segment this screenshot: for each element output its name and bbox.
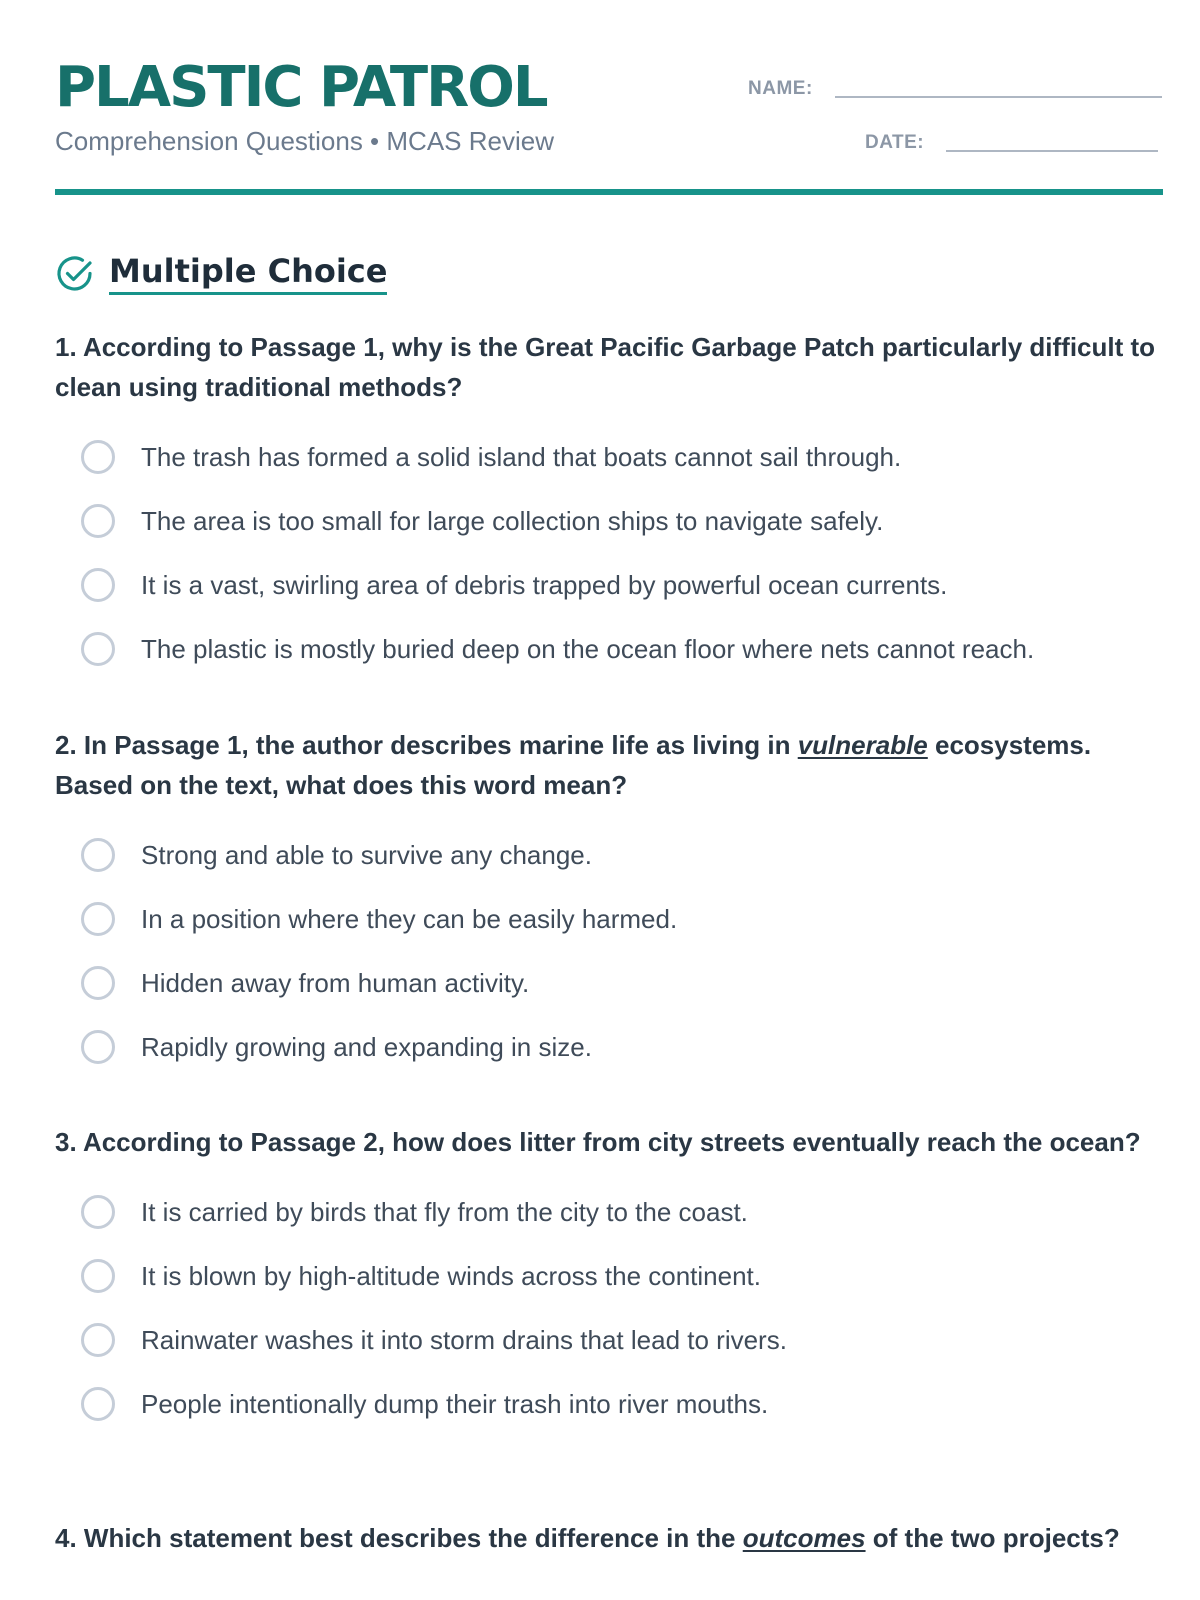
answer-option[interactable] [55, 553, 1163, 617]
question-text: 1. According to Passage 1, why is the Great Pacific Garbage Patch particularly difficult to clean using traditional methods? [55, 332, 1156, 402]
answer-option[interactable] [55, 1308, 1163, 1372]
radio-button[interactable] [81, 1195, 115, 1229]
worksheet-header [55, 50, 1163, 196]
vocabulary-word: outcomes [742, 1523, 866, 1553]
answer-option[interactable] [55, 887, 1163, 951]
radio-button[interactable] [81, 902, 115, 936]
answer-option[interactable] [55, 425, 1163, 489]
answer-label: Rapidly growing and expanding in size. [141, 1031, 592, 1062]
answer-option[interactable] [55, 1244, 1163, 1308]
answer-options [55, 823, 1163, 1079]
radio-button[interactable] [81, 632, 115, 666]
question-text-start: 2. In Passage 1, the author describes marine life as living in [55, 730, 798, 760]
radio-button[interactable] [81, 504, 115, 538]
name-field[interactable] [748, 78, 1162, 100]
question-text [55, 1518, 1163, 1558]
radio-button[interactable] [81, 440, 115, 474]
answer-label: Strong and able to survive any change. [141, 839, 592, 870]
answer-option[interactable] [55, 1015, 1163, 1079]
radio-button[interactable] [81, 1387, 115, 1421]
answer-label: The plastic is mostly buried deep on the ocean floor where nets cannot reach. [141, 633, 1035, 664]
answer-options [55, 1180, 1163, 1436]
answer-label: The trash has formed a solid island that boats cannot sail through. [141, 441, 902, 472]
page-subtitle: Comprehension Questions • MCAS Review [55, 126, 554, 156]
date-field[interactable] [865, 132, 1158, 154]
answer-option[interactable] [55, 951, 1163, 1015]
answer-option[interactable] [55, 617, 1163, 681]
worksheet-page [55, 0, 1163, 1600]
section-title: Multiple Choice [109, 252, 387, 295]
answer-label: It is blown by high-altitude winds across the continent. [141, 1260, 762, 1291]
answer-option[interactable] [55, 1180, 1163, 1244]
answer-option[interactable] [55, 823, 1163, 887]
page-title: PLASTIC PATROL [55, 55, 547, 120]
answer-label: It is carried by birds that fly from the city to the coast. [141, 1196, 748, 1227]
answer-option[interactable] [55, 1372, 1163, 1436]
answer-label: Rainwater washes it into storm drains that lead to rivers. [141, 1324, 787, 1355]
answer-label: People intentionally dump their trash into river mouths. [141, 1388, 769, 1419]
vocabulary-word: vulnerable [797, 730, 928, 760]
question-text [55, 725, 1163, 805]
name-label: NAME: [748, 78, 813, 99]
answer-label: In a position where they can be easily harmed. [141, 903, 678, 934]
answer-label: The area is too small for large collection ships to navigate safely. [141, 505, 884, 536]
question-text-end: ecosystems. Based on the text, what does this word mean? [55, 730, 1092, 800]
date-input-line[interactable] [946, 150, 1158, 152]
radio-button[interactable] [81, 568, 115, 602]
answer-label: Hidden away from human activity. [141, 967, 530, 998]
question-text-end: of the two projects? [865, 1523, 1120, 1553]
question-text: 3. According to Passage 2, how does litter from city streets eventually reach the ocean? [55, 1127, 1141, 1157]
question-3 [55, 1122, 1163, 1436]
name-input-line[interactable] [835, 96, 1162, 98]
answer-option[interactable] [55, 489, 1163, 553]
radio-button[interactable] [81, 838, 115, 872]
answer-options [55, 425, 1163, 681]
question-text-start: 4. Which statement best describes the difference in the [55, 1523, 743, 1553]
check-circle-icon [55, 254, 95, 294]
radio-button[interactable] [81, 1259, 115, 1293]
radio-button[interactable] [81, 1323, 115, 1357]
date-label: DATE: [865, 132, 925, 153]
section-heading [55, 252, 387, 295]
header-divider [55, 189, 1163, 195]
question-4 [55, 1518, 1163, 1558]
radio-button[interactable] [81, 966, 115, 1000]
question-1 [55, 327, 1163, 681]
question-2 [55, 725, 1163, 1079]
answer-label: It is a vast, swirling area of debris trapped by powerful ocean currents. [141, 569, 948, 600]
radio-button[interactable] [81, 1030, 115, 1064]
